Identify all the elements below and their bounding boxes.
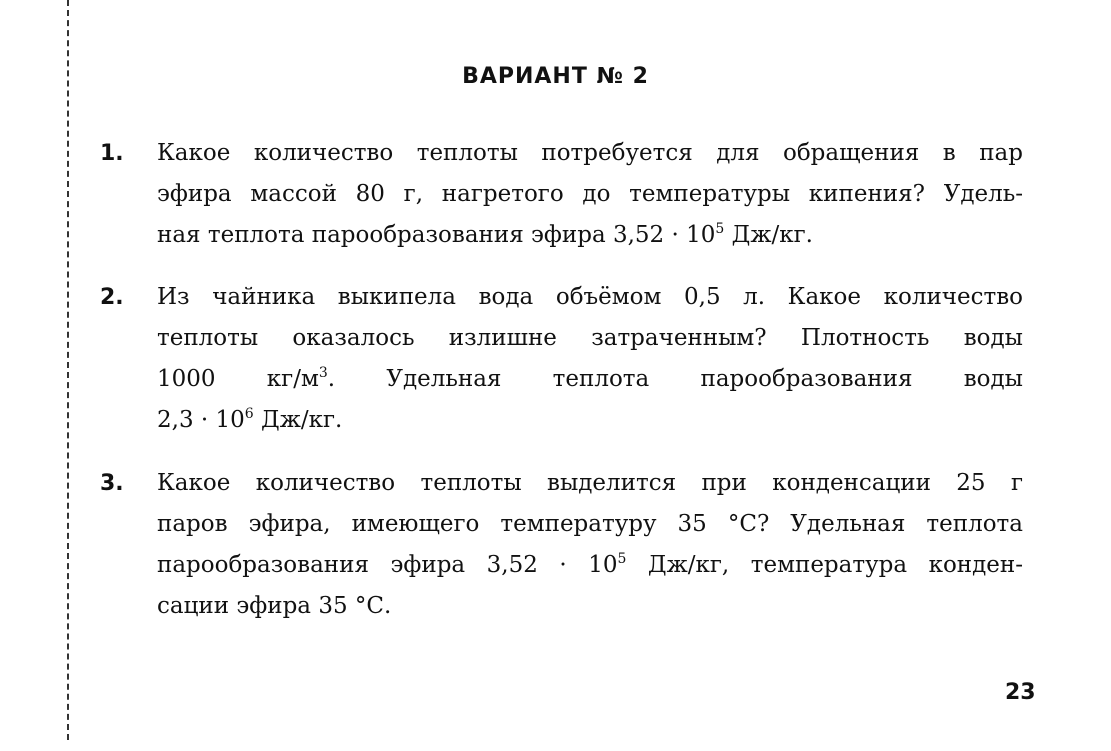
problem-line [157, 359, 1023, 400]
problem-number: 1. [100, 141, 124, 166]
problem-line: паров эфира, имеющего температуру 35 °С? Удельная теплота [157, 511, 1023, 537]
text-segment: ная теплота парообразования эфира 3,52 · 10 [157, 222, 716, 248]
problem-number: 2. [100, 285, 124, 310]
problem-line [157, 400, 1023, 441]
problem-line: Какое количество теплоты выделится при конденсации 25 г [157, 470, 1023, 496]
exponent: 6 [244, 406, 254, 422]
problem-line: теплоты оказалось излишне затраченным? Плотность воды [157, 325, 1023, 351]
problem-line [157, 215, 1023, 256]
problem-line: Из чайника выкипела вода объёмом 0,5 л. Какое количество [157, 284, 1023, 310]
variant-title: ВАРИАНТ № 2 [462, 64, 649, 89]
text-segment: Дж/кг. [253, 407, 343, 433]
text-segment: . Удельная теплота парообразования воды [327, 366, 1023, 392]
problem-line [157, 545, 1023, 586]
problem-line: сации эфира 35 °С. [157, 593, 392, 619]
text-segment: 2,3 · 10 [157, 407, 245, 433]
problem-number: 3. [100, 471, 124, 496]
text-segment: Дж/кг. [724, 222, 813, 248]
problem-text [157, 463, 1023, 627]
problem-text [157, 277, 1023, 441]
exponent: 5 [617, 551, 627, 567]
exponent: 5 [715, 221, 725, 237]
text-segment: парообразования эфира 3,52 · 10 [157, 552, 618, 578]
exponent: 3 [318, 365, 328, 381]
problem-line: Какое количество теплоты потребуется для обращения в пар [157, 140, 1023, 166]
text-segment: Дж/кг, температура конден- [626, 552, 1023, 578]
page-number: 23 [1005, 680, 1036, 705]
cut-line [67, 0, 69, 740]
text-segment: 1000 кг/м [157, 366, 319, 392]
problem-text [157, 133, 1023, 256]
problem-line: эфира массой 80 г, нагретого до температуры кипения? Удель- [157, 181, 1023, 207]
